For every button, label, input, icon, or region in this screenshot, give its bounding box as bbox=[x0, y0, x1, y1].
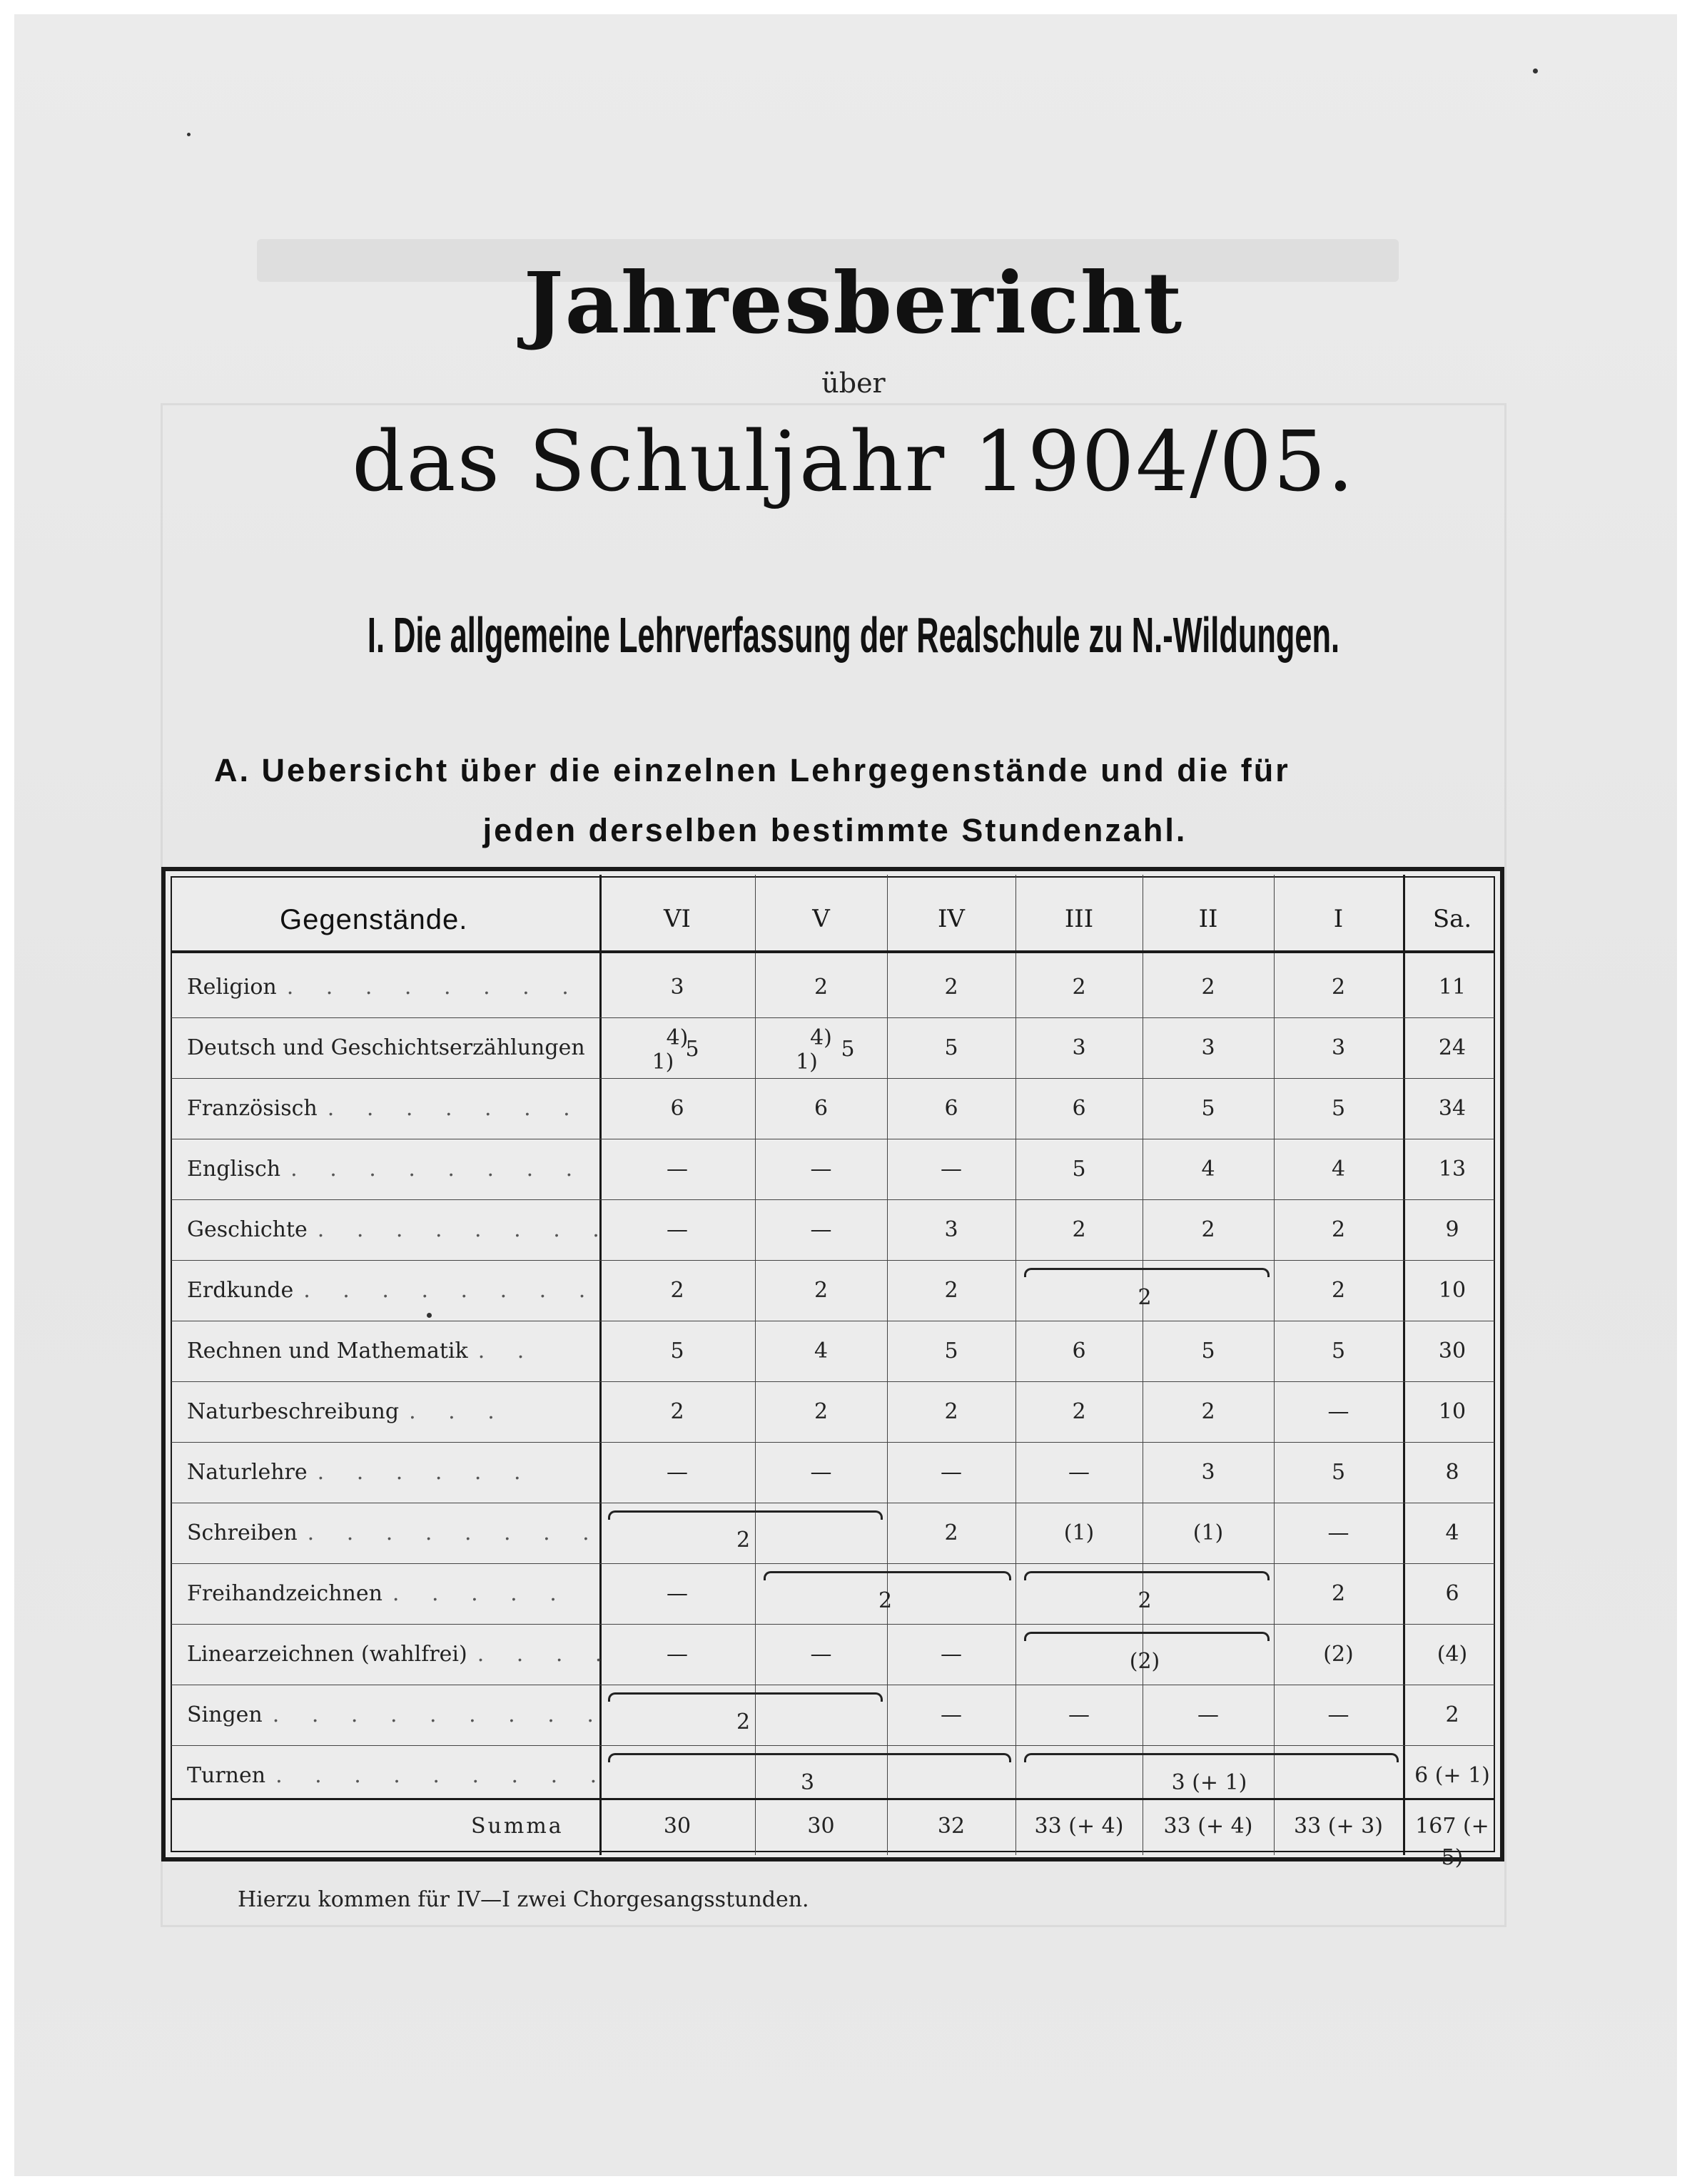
subject-leader-dots: . . . . . . . . bbox=[317, 1217, 612, 1242]
cell-sa: 2 bbox=[1445, 1702, 1459, 1727]
cell-v: 2 bbox=[814, 975, 829, 1000]
cell-ii: 4 bbox=[1201, 1157, 1215, 1182]
section-heading: I. Die allgemeine Lehrverfassung der Realschule zu N.-Wildungen. bbox=[367, 607, 1340, 663]
subject-leader-dots: . . . . bbox=[477, 1642, 615, 1667]
merge-brace bbox=[1024, 1571, 1270, 1580]
header-col-v: V bbox=[812, 905, 830, 933]
cell-v: — bbox=[810, 1642, 832, 1667]
table-row-rule bbox=[171, 1624, 1494, 1625]
subject-label bbox=[187, 1457, 534, 1488]
summa-sa: 167 (+ 5) bbox=[1415, 1814, 1489, 1870]
cell-iii: 6 bbox=[1072, 1339, 1086, 1363]
cell-iv: 5 bbox=[944, 1035, 958, 1060]
cell-iv: — bbox=[941, 1642, 962, 1667]
subject-name: Englisch bbox=[187, 1157, 281, 1182]
cell-iii: 2 bbox=[1072, 975, 1086, 1000]
subject-name: Deutsch und Geschichtserzählungen bbox=[187, 1035, 585, 1060]
subject-name: Schreiben bbox=[187, 1520, 298, 1545]
print-speck bbox=[427, 1313, 432, 1318]
cell-ii: 2 bbox=[1201, 1217, 1215, 1242]
cell-iv: 2 bbox=[944, 1399, 958, 1424]
cell-vi: — bbox=[667, 1157, 688, 1182]
document-title: Jahresbericht bbox=[523, 253, 1184, 352]
subject-label bbox=[187, 1518, 602, 1549]
cell-merged: 2 bbox=[1138, 1588, 1152, 1613]
summa-ii: 33 (+ 4) bbox=[1163, 1814, 1253, 1839]
cell-ii: 5 bbox=[1201, 1339, 1215, 1363]
cell-iv: 3 bbox=[944, 1217, 958, 1242]
subject-name: Erdkunde bbox=[187, 1278, 294, 1303]
cell-vi-sub: 1) bbox=[652, 1050, 674, 1075]
cell-iii: 5 bbox=[1072, 1157, 1086, 1182]
merge-brace bbox=[1024, 1268, 1270, 1277]
document-school-year: das Schuljahr 1904/05. bbox=[352, 414, 1355, 510]
subject-label bbox=[187, 972, 582, 1003]
cell-sa: 13 bbox=[1438, 1157, 1467, 1182]
subject-label bbox=[187, 1336, 537, 1367]
subject-label bbox=[187, 1093, 583, 1124]
subject-leader-dots: . . . bbox=[409, 1399, 507, 1424]
subject-name: Religion bbox=[187, 975, 277, 1000]
cell-vi: 2 bbox=[670, 1278, 684, 1303]
print-speck bbox=[1533, 68, 1538, 73]
merge-brace bbox=[608, 1510, 883, 1520]
cell-sa: 30 bbox=[1438, 1339, 1467, 1363]
summa-v: 30 bbox=[807, 1814, 835, 1839]
cell-iv: — bbox=[941, 1702, 962, 1727]
cell-vi: 3 bbox=[670, 975, 684, 1000]
cell-sa: 24 bbox=[1438, 1035, 1467, 1060]
cell-vi: — bbox=[667, 1581, 688, 1606]
cell-iii: 3 bbox=[1072, 1035, 1086, 1060]
cell-sa: 9 bbox=[1445, 1217, 1459, 1242]
cell-i: — bbox=[1327, 1399, 1349, 1424]
print-speck bbox=[187, 133, 191, 136]
cell-iv: 2 bbox=[944, 975, 958, 1000]
header-col-iii: III bbox=[1064, 905, 1094, 933]
subject-name: Geschichte bbox=[187, 1217, 308, 1242]
header-col-ii: II bbox=[1198, 905, 1218, 933]
cell-v-value: 5 bbox=[841, 1037, 855, 1062]
merge-brace bbox=[1024, 1753, 1399, 1762]
cell-sa: 6 bbox=[1445, 1581, 1459, 1606]
cell-merged: 2 bbox=[736, 1528, 751, 1553]
cell-sa: 8 bbox=[1445, 1460, 1459, 1485]
cell-ii: 2 bbox=[1201, 975, 1215, 1000]
cell-vi: — bbox=[667, 1217, 688, 1242]
cell-i: 5 bbox=[1331, 1096, 1346, 1121]
subject-label bbox=[187, 1154, 585, 1185]
subsection-heading bbox=[214, 741, 1456, 860]
table-row-rule bbox=[171, 1745, 1494, 1746]
subject-leader-dots: . . . . . . . . bbox=[307, 1520, 602, 1545]
cell-sa: 10 bbox=[1438, 1278, 1467, 1303]
subject-label bbox=[187, 1760, 609, 1792]
table-row-rule bbox=[171, 1442, 1494, 1443]
subject-leader-dots: . . bbox=[477, 1339, 537, 1363]
cell-v: — bbox=[810, 1217, 832, 1242]
subject-leader-dots: . . . . . bbox=[392, 1581, 569, 1606]
cell-v: — bbox=[810, 1157, 832, 1182]
subject-leader-dots: . . . . . . . . . bbox=[272, 1702, 607, 1727]
cell-ii: 3 bbox=[1201, 1460, 1215, 1485]
table-header-rule bbox=[171, 950, 1494, 953]
header-col-iv: IV bbox=[938, 905, 965, 933]
table-row-rule bbox=[171, 1199, 1494, 1200]
cell-i: 5 bbox=[1331, 1460, 1346, 1485]
table-row-rule bbox=[171, 1017, 1494, 1018]
subject-leader-dots: . . . . . . . . bbox=[303, 1278, 599, 1303]
merge-brace bbox=[608, 1753, 1011, 1762]
summa-i: 33 (+ 3) bbox=[1294, 1814, 1383, 1839]
cell-vi: 2 bbox=[670, 1399, 684, 1424]
subsection-line-1: A. Uebersicht über die einzelnen Lehrgegenstände und die für bbox=[214, 752, 1290, 788]
header-col-i: I bbox=[1333, 905, 1344, 933]
header-col-sa: Sa. bbox=[1432, 905, 1472, 933]
merge-brace bbox=[1024, 1632, 1270, 1641]
cell-iii: 2 bbox=[1072, 1399, 1086, 1424]
subject-name: Freihandzeichnen bbox=[187, 1581, 383, 1606]
summa-iii: 33 (+ 4) bbox=[1034, 1814, 1124, 1839]
cell-iv: 6 bbox=[944, 1096, 958, 1121]
cell-v: 6 bbox=[814, 1096, 829, 1121]
cell-i: 4 bbox=[1331, 1157, 1346, 1182]
subject-name: Turnen bbox=[187, 1763, 266, 1788]
cell-vi-value: 5 bbox=[685, 1037, 699, 1062]
cell-merged: (2) bbox=[1129, 1649, 1160, 1674]
cell-merged: 3 (+ 1) bbox=[1171, 1770, 1247, 1795]
cell-sa: 6 (+ 1) bbox=[1414, 1763, 1490, 1788]
summa-vi: 30 bbox=[663, 1814, 692, 1839]
cell-sa: 10 bbox=[1438, 1399, 1467, 1424]
subject-name: Naturlehre bbox=[187, 1460, 308, 1485]
cell-iii: 6 bbox=[1072, 1096, 1086, 1121]
subject-label bbox=[187, 1396, 507, 1428]
cell-v: 2 bbox=[814, 1278, 829, 1303]
header-col-vi: VI bbox=[664, 905, 691, 933]
merge-brace bbox=[764, 1571, 1011, 1580]
cell-sa: (4) bbox=[1437, 1642, 1468, 1667]
cell-vi: 5 bbox=[670, 1339, 684, 1363]
subject-leader-dots: . . . . . . bbox=[317, 1460, 534, 1485]
cell-iii: — bbox=[1068, 1460, 1090, 1485]
cell-sa: 34 bbox=[1438, 1096, 1467, 1121]
subject-leader-dots: . . . . . . . . bbox=[290, 1157, 586, 1182]
table-footnote: Hierzu kommen für IV—I zwei Chorgesangsstunden. bbox=[238, 1887, 809, 1912]
table-row-rule bbox=[171, 1563, 1494, 1564]
subject-leader-dots: . . . . . . . . bbox=[286, 975, 582, 1000]
cell-ii: — bbox=[1197, 1702, 1219, 1727]
cell-v: 4 bbox=[814, 1339, 829, 1363]
cell-iii: (1) bbox=[1063, 1520, 1095, 1545]
cell-i: 2 bbox=[1331, 975, 1346, 1000]
cell-ii: (1) bbox=[1192, 1520, 1224, 1545]
cell-iv: — bbox=[941, 1157, 962, 1182]
subject-name: Linearzeichnen (wahlfrei) bbox=[187, 1642, 467, 1667]
cell-sa: 11 bbox=[1438, 975, 1467, 1000]
subject-leader-dots: . . . . . . . . . bbox=[275, 1763, 610, 1788]
table-header-subjects: Gegenstände. bbox=[280, 904, 468, 935]
document-ueber: über bbox=[821, 367, 886, 399]
subject-label bbox=[187, 1700, 607, 1731]
summa-iv: 32 bbox=[937, 1814, 966, 1839]
table-row-rule bbox=[171, 1260, 1494, 1261]
cell-v-sub: 1) bbox=[796, 1050, 818, 1075]
subject-leader-dots: . . . . . . . bbox=[327, 1096, 583, 1121]
subject-name: Französisch bbox=[187, 1096, 318, 1121]
cell-v: 4) bbox=[810, 1025, 832, 1050]
cell-merged: 2 bbox=[1138, 1285, 1152, 1310]
cell-iii: 2 bbox=[1072, 1217, 1086, 1242]
merge-brace bbox=[608, 1692, 883, 1702]
subsection-line-2: jeden derselben bestimmte Stundenzahl. bbox=[482, 812, 1187, 848]
subject-name: Naturbeschreibung bbox=[187, 1399, 400, 1424]
table-row-rule bbox=[171, 1078, 1494, 1079]
cell-merged: 3 bbox=[800, 1770, 815, 1795]
cell-ii: 3 bbox=[1201, 1035, 1215, 1060]
subject-label bbox=[187, 1214, 612, 1246]
table-row-rule bbox=[171, 1381, 1494, 1382]
cell-vi: 4) bbox=[666, 1025, 689, 1050]
cell-vi: — bbox=[667, 1460, 688, 1485]
cell-i: 5 bbox=[1331, 1339, 1346, 1363]
cell-vi: — bbox=[667, 1642, 688, 1667]
cell-ii: 2 bbox=[1201, 1399, 1215, 1424]
cell-i: 2 bbox=[1331, 1278, 1346, 1303]
cell-i: 3 bbox=[1331, 1035, 1346, 1060]
cell-v: — bbox=[810, 1460, 832, 1485]
cell-vi: 6 bbox=[670, 1096, 684, 1121]
cell-sa: 4 bbox=[1445, 1520, 1459, 1545]
subject-label bbox=[187, 1639, 614, 1670]
cell-iv: 2 bbox=[944, 1520, 958, 1545]
cell-v: 2 bbox=[814, 1399, 829, 1424]
cell-iii: — bbox=[1068, 1702, 1090, 1727]
cell-i: — bbox=[1327, 1702, 1349, 1727]
cell-ii: 5 bbox=[1201, 1096, 1215, 1121]
subject-label bbox=[187, 1578, 569, 1610]
cell-iv: — bbox=[941, 1460, 962, 1485]
subject-name: Singen bbox=[187, 1702, 263, 1727]
subject-name: Rechnen und Mathematik bbox=[187, 1339, 468, 1363]
summa-label: Summa bbox=[471, 1814, 564, 1839]
cell-i: — bbox=[1327, 1520, 1349, 1545]
cell-i: 2 bbox=[1331, 1581, 1346, 1606]
cell-merged: 2 bbox=[736, 1710, 751, 1734]
cell-i: 2 bbox=[1331, 1217, 1346, 1242]
subject-label bbox=[187, 1032, 585, 1064]
cell-merged: 2 bbox=[878, 1588, 893, 1613]
cell-iv: 2 bbox=[944, 1278, 958, 1303]
cell-iv: 5 bbox=[944, 1339, 958, 1363]
cell-i: (2) bbox=[1323, 1642, 1354, 1667]
subject-label bbox=[187, 1275, 598, 1306]
